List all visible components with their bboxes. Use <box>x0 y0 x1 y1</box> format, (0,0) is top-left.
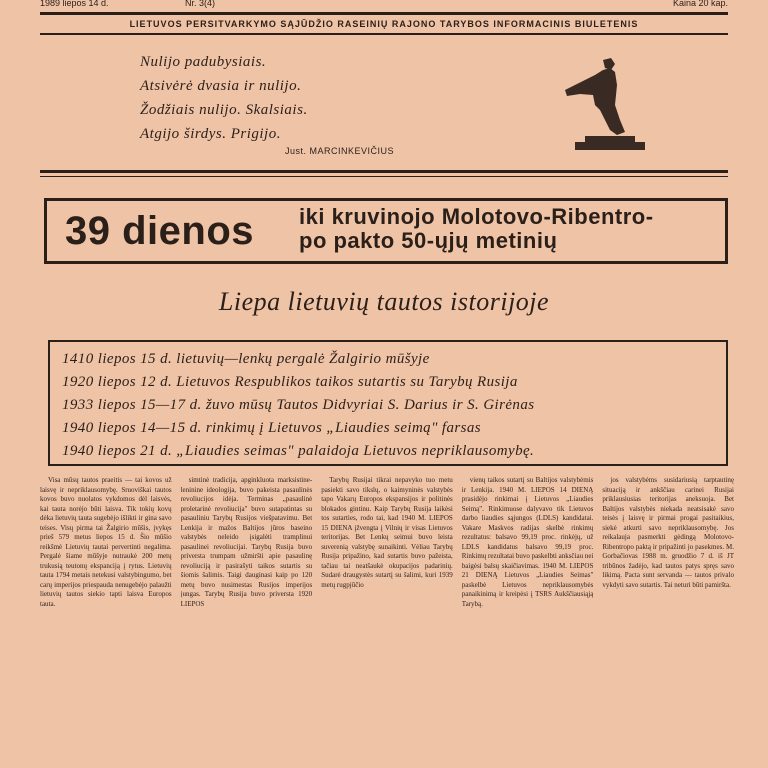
section-rule <box>40 170 728 173</box>
poem-author: Just. MARCINKEVIČIUS <box>285 146 395 156</box>
banner-text <box>299 205 654 253</box>
article-column <box>321 476 453 768</box>
poem-line: Nulijo padubysiais. <box>140 54 267 70</box>
column-text: simtinė tradicija, apginkluota marksistine-leninine ideologija, buvo pakeista pasaulinės revoliucijos idėja. Terminas „pasaulinė proletarinė revoliucija" buvo sutapatintas su pasauliniu Tarybų Rusijos viešpatavimu. Bet Lenkija ir mažos Baltijos jūros baseino valstybės neleido įsigalėti tramplinui pasaulinei revoliucijai. Tarybų Rusija buvo priversta trumpam užmiršti apie pasaulinę revoliuciją ir pasirašyti taikos sutartis su šiomis šalimis. Taigi dauginasi kaip po 120 metų buvo nusimestas Rusijos imperijos jungas. Tarybų Rusija buvo priversta 1920 LIEPOS <box>180 476 313 608</box>
history-date-item: 1933 liepos 15—17 d. žuvo mūsų Tautos Didvyriai S. Darius ir S. Girėnas <box>62 397 535 413</box>
masthead-subtitle: LIETUVOS PERSITVARKYMO SĄJŪDŽIO RASEINIŲ RAJONO TARYBOS INFORMACINIS BIULETENIS <box>129 19 639 29</box>
column-text: Visa mūsų tautos praeitis — tai kovos už laisvę ir nepriklausomybę. Sruoviškai tautos kovos buvo nuolatos vykdomos dėl laisvės, kai tauta norėjo būti laisva. Tik tokių kovų dėka lietuvių tauta sugebėjo išlikti ir gina savo teises. Visų pirma tai Žalgirio mūšis, įvykęs prieš 579 metus liepos 15 d. Šio mūšio reikšmė Lietuvių tautai pervertinti negalima. Pergalė šiame mūšyje nutraukė 200 metų trukusią teutonų ekspanciją į rytus. Lietuvių tauta 1794 metais netekusi valstybingumo, bet carų imperijos priespauda nenugebėjo palaužti lietuvių tautos siekio tapti laisva Europos tauta. <box>40 476 172 608</box>
article-headline: Liepa lietuvių tautos istorijoje <box>218 287 550 316</box>
poem <box>140 50 308 146</box>
masthead-top <box>40 0 728 8</box>
anniversary-banner <box>44 198 728 264</box>
article-column <box>462 476 594 768</box>
banner-days: 39 dienos <box>65 209 255 253</box>
article-column <box>602 476 734 768</box>
history-date-item: 1940 liepos 21 d. „Liaudies seimas" palaidoja Lietuvos nepriklausomybę. <box>62 443 535 459</box>
history-date-item: 1410 liepos 15 d. lietuvių—lenkų pergalė Žalgirio mūšyje <box>62 351 430 367</box>
poem-line: Atsivėrė dvasia ir nulijo. <box>140 78 302 94</box>
issue-date: 1989 liepos 14 d. <box>40 0 109 8</box>
poem-line: Žodžiais nulijo. Skalsiais. <box>140 102 308 118</box>
article-columns <box>40 476 734 768</box>
history-dates-box <box>48 340 728 466</box>
article-column <box>40 476 172 768</box>
column-text: jos valstybėms susidariusią tarptautinę situaciją ir ankščiau carinei Rusijai priklausiusias teritorijas aneksuoja. Bet Baltijos valstybės niekada neatsisakė savo teisės į laisvę ir pirmai progai pasitaikius, siekė atkurti savo nepriklausomybę. Jos reikalauja pasmerkti gėdingą Molotovo-Ribentropo paktą ir pripažinti jo pasekmes. M. Gorbačiovas 1988 m. gruodžio 7 d. iš JT tribūnos žadėjo, kad tautos patys spręs savo likimą. Pacta sunt servanda — tautos privalo vykdyti savo sutartis. Tai neturi būti pamiršta. <box>602 476 734 589</box>
subtitle-rule <box>40 33 728 35</box>
issue-number: Nr. 3(4) <box>185 0 216 8</box>
history-date-item: 1940 liepos 14—15 d. rinkimų į Lietuvos „Liaudies seimą" farsas <box>62 420 482 436</box>
column-text: vienų taikos sutartį su Baltijos valstybėmis ir Lenkija. 1940 M. LIEPOS 14 DIENĄ prasidėjo rinkimai į Lietuvos „Liaudies Seimą". Rinkimuose dalyvavo tik Lietuvos darbo liaudies sąjungos (LDLS) kandidatai. Vakare Maskvos radijas skelbė rinkimų rezultatus: balsavo 99,19 proc. rinkėjų, už LDLS kandidatus balsavo 99,19 proc. Rinkimų rezultatai buvo paskelbti anksčiau nei baigėsi balsų skaičiavimas. 1940 M. LIEPOS 21 DIENĄ Lietuvos „Liaudies Seimas" paskelbė Lietuvos nepriklausomybės panaikinimą ir kreipėsi į TSRS Aukščiausiąją Tarybą. <box>461 476 594 608</box>
section-rule-thin <box>40 176 728 177</box>
banner-line: iki kruvinojo Molotovo-Ribentro- <box>299 204 654 229</box>
statue-illustration <box>555 50 645 160</box>
history-date-item: 1920 liepos 12 d. Lietuvos Respublikos taikos sutartis su Tarybų Rusija <box>62 374 518 390</box>
poem-line: Atgijo širdys. Prigijo. <box>140 126 281 142</box>
issue-price: Kaina 20 kap. <box>672 0 728 8</box>
column-text: Tarybų Rusijai tikrai nepavyko tuo metu pasiekti savo tikslų, o kaimyninės valstybės tapo Vakarų Europos ekspansijos ir politinės blokados gintinu. Kaip Tarybų Rusija laikėsi tos sutarties, rodo tai, kad 1940 M. LIEPOS 15 DIENA įžvengta į Vilnių ir visas Lietuvos teritorijas. Bet Lenkų seimui buvo leista suverenią valstybę sunaikinti. Vėliau Tarybų Rusija pripažino, kad sutartis buvo pažeista, tačiau tai neatšaukė okupacijos padarinių. Sudarė draugystės sutartį su šalimi, kuri 1939 metų rugpjūčio <box>321 476 453 589</box>
banner-line: po pakto 50-ųjų metinių <box>299 228 558 253</box>
article-column <box>181 476 313 768</box>
masthead-rule <box>40 12 728 15</box>
